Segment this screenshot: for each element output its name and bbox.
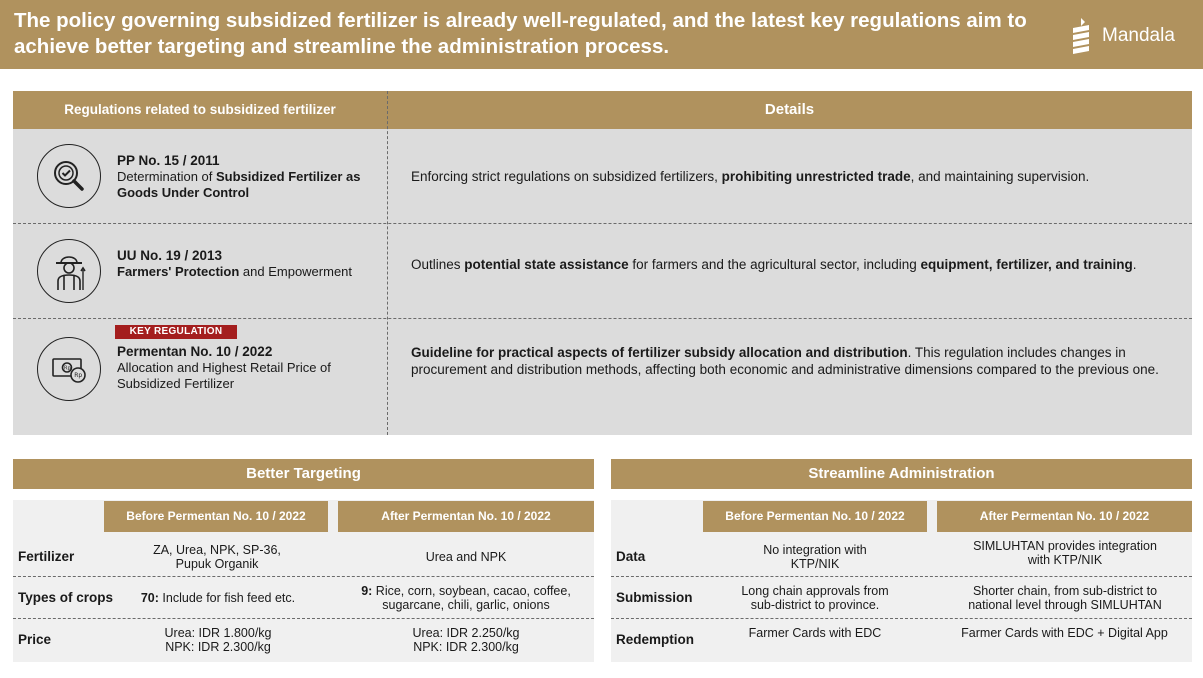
admin-after-submission: Shorter chain, from sub-district to national level through SIMLUHTAN <box>968 584 1162 612</box>
targeting-after-price: Urea: IDR 2.250/kg NPK: IDR 2.300/kg <box>412 626 520 654</box>
row-label-types-of-crops: Types of crops <box>18 590 114 605</box>
detail-bold-text: potential state assistance <box>464 257 629 272</box>
crop-text: Include for fish feed etc. <box>158 591 296 605</box>
admin-before-col-header: Before Permentan No. 10 / 2022 <box>703 501 927 532</box>
admin-after-redemption: Farmer Cards with EDC + Digital App <box>961 626 1168 640</box>
row-divider <box>13 576 594 577</box>
crop-count: 9: <box>361 584 373 598</box>
detail-text: . <box>1132 257 1137 272</box>
header-banner <box>0 0 1203 69</box>
detail-text: . This regulation includes changes in procurement and distribution methods, affecting both economic and administrative dimensions compared to the previous one. <box>411 345 1159 377</box>
regulation-item-permentan10 <box>117 344 377 392</box>
regulation-detail-permentan10 <box>411 344 1181 378</box>
row-label-redemption: Redemption <box>616 632 695 647</box>
detail-bold-text: prohibiting unrestricted trade <box>721 169 911 184</box>
desc-bold-text: Subsidized Fertilizer as Goods Under Control <box>117 169 361 200</box>
targeting-before-col-header: Before Permentan No. 10 / 2022 <box>104 501 328 532</box>
regulation-item-pp15 <box>117 153 377 201</box>
detail-bold-text: Guideline for practical aspects of fertilizer subsidy allocation and distribution <box>411 345 908 360</box>
targeting-before-price: Urea: IDR 1.800/kg NPK: IDR 2.300/kg <box>164 626 272 654</box>
detail-text: , and maintaining supervision. <box>910 169 1090 184</box>
key-regulation-badge: KEY REGULATION <box>115 325 237 339</box>
row-label-data: Data <box>616 549 646 564</box>
svg-text:Rp: Rp <box>74 372 83 380</box>
detail-text: Enforcing strict regulations on subsidized fertilizers, <box>411 169 722 184</box>
row-divider <box>611 576 1192 577</box>
targeting-after-crops <box>345 584 587 612</box>
money-bill-icon <box>37 337 101 401</box>
regulation-description <box>117 264 377 280</box>
row-label-price: Price <box>18 632 52 647</box>
svg-text:Rp: Rp <box>64 365 71 372</box>
magnifier-check-icon <box>37 144 101 208</box>
targeting-after-fertilizer: Urea and NPK <box>425 550 507 564</box>
logo-text: Mandala <box>1102 25 1175 46</box>
brand-logo <box>1070 16 1175 56</box>
regulation-detail-uu19 <box>411 256 1181 273</box>
crop-count: 70: <box>140 591 159 605</box>
admin-before-redemption: Farmer Cards with EDC <box>748 626 882 640</box>
regulation-detail-pp15 <box>411 168 1181 185</box>
regulations-panel <box>13 91 1192 435</box>
row-divider <box>13 318 1192 319</box>
farmer-icon <box>37 239 101 303</box>
regulations-col-header: Regulations related to subsidized fertilizer <box>64 102 336 117</box>
detail-text: for farmers and the agricultural sector, including <box>628 257 921 272</box>
row-label-submission: Submission <box>616 590 693 605</box>
row-label-fertilizer: Fertilizer <box>18 549 75 564</box>
targeting-before-fertilizer: ZA, Urea, NPK, SP-36, Pupuk Organik <box>153 543 281 571</box>
row-divider <box>13 618 594 619</box>
details-col-header: Details <box>764 101 815 118</box>
admin-after-data: SIMLUHTAN provides integration with KTP/NIK <box>973 539 1157 567</box>
regulation-title: Permentan No. 10 / 2022 <box>117 344 273 359</box>
page-title: The policy governing subsidized fertilizer is already well-regulated, and the latest key regulations aim to achieve better targeting and streamline the administration process. <box>14 9 1027 58</box>
column-divider <box>387 91 388 435</box>
regulation-item-uu19 <box>117 248 377 280</box>
desc-text: Determination of <box>117 169 216 184</box>
admin-before-submission: Long chain approvals from sub-district to province. <box>741 584 889 612</box>
mandala-logo-icon <box>1070 16 1092 56</box>
detail-bold-text: equipment, fertilizer, and training <box>920 257 1133 272</box>
crop-text: Rice, corn, soybean, cacao, coffee, sugarcane, chili, garlic, onions <box>372 584 571 612</box>
targeting-before-crops <box>118 591 318 605</box>
regulation-description <box>117 169 377 201</box>
row-divider <box>13 223 1192 224</box>
admin-after-col-header: After Permentan No. 10 / 2022 <box>937 501 1192 532</box>
regulation-title: UU No. 19 / 2013 <box>117 248 223 263</box>
desc-bold-text: Farmers' Protection <box>117 264 240 279</box>
regulation-description: Allocation and Highest Retail Price of Subsidized Fertilizer <box>117 360 331 391</box>
desc-text: and Empowerment <box>239 264 353 279</box>
regulation-title: PP No. 15 / 2011 <box>117 153 220 168</box>
regulations-header <box>13 91 1192 129</box>
streamline-administration-header: Streamline Administration <box>611 459 1192 489</box>
better-targeting-header: Better Targeting <box>13 459 594 489</box>
admin-before-data: No integration with KTP/NIK <box>763 543 867 571</box>
detail-text: Outlines <box>411 257 465 272</box>
targeting-after-col-header: After Permentan No. 10 / 2022 <box>338 501 594 532</box>
row-divider <box>611 618 1192 619</box>
